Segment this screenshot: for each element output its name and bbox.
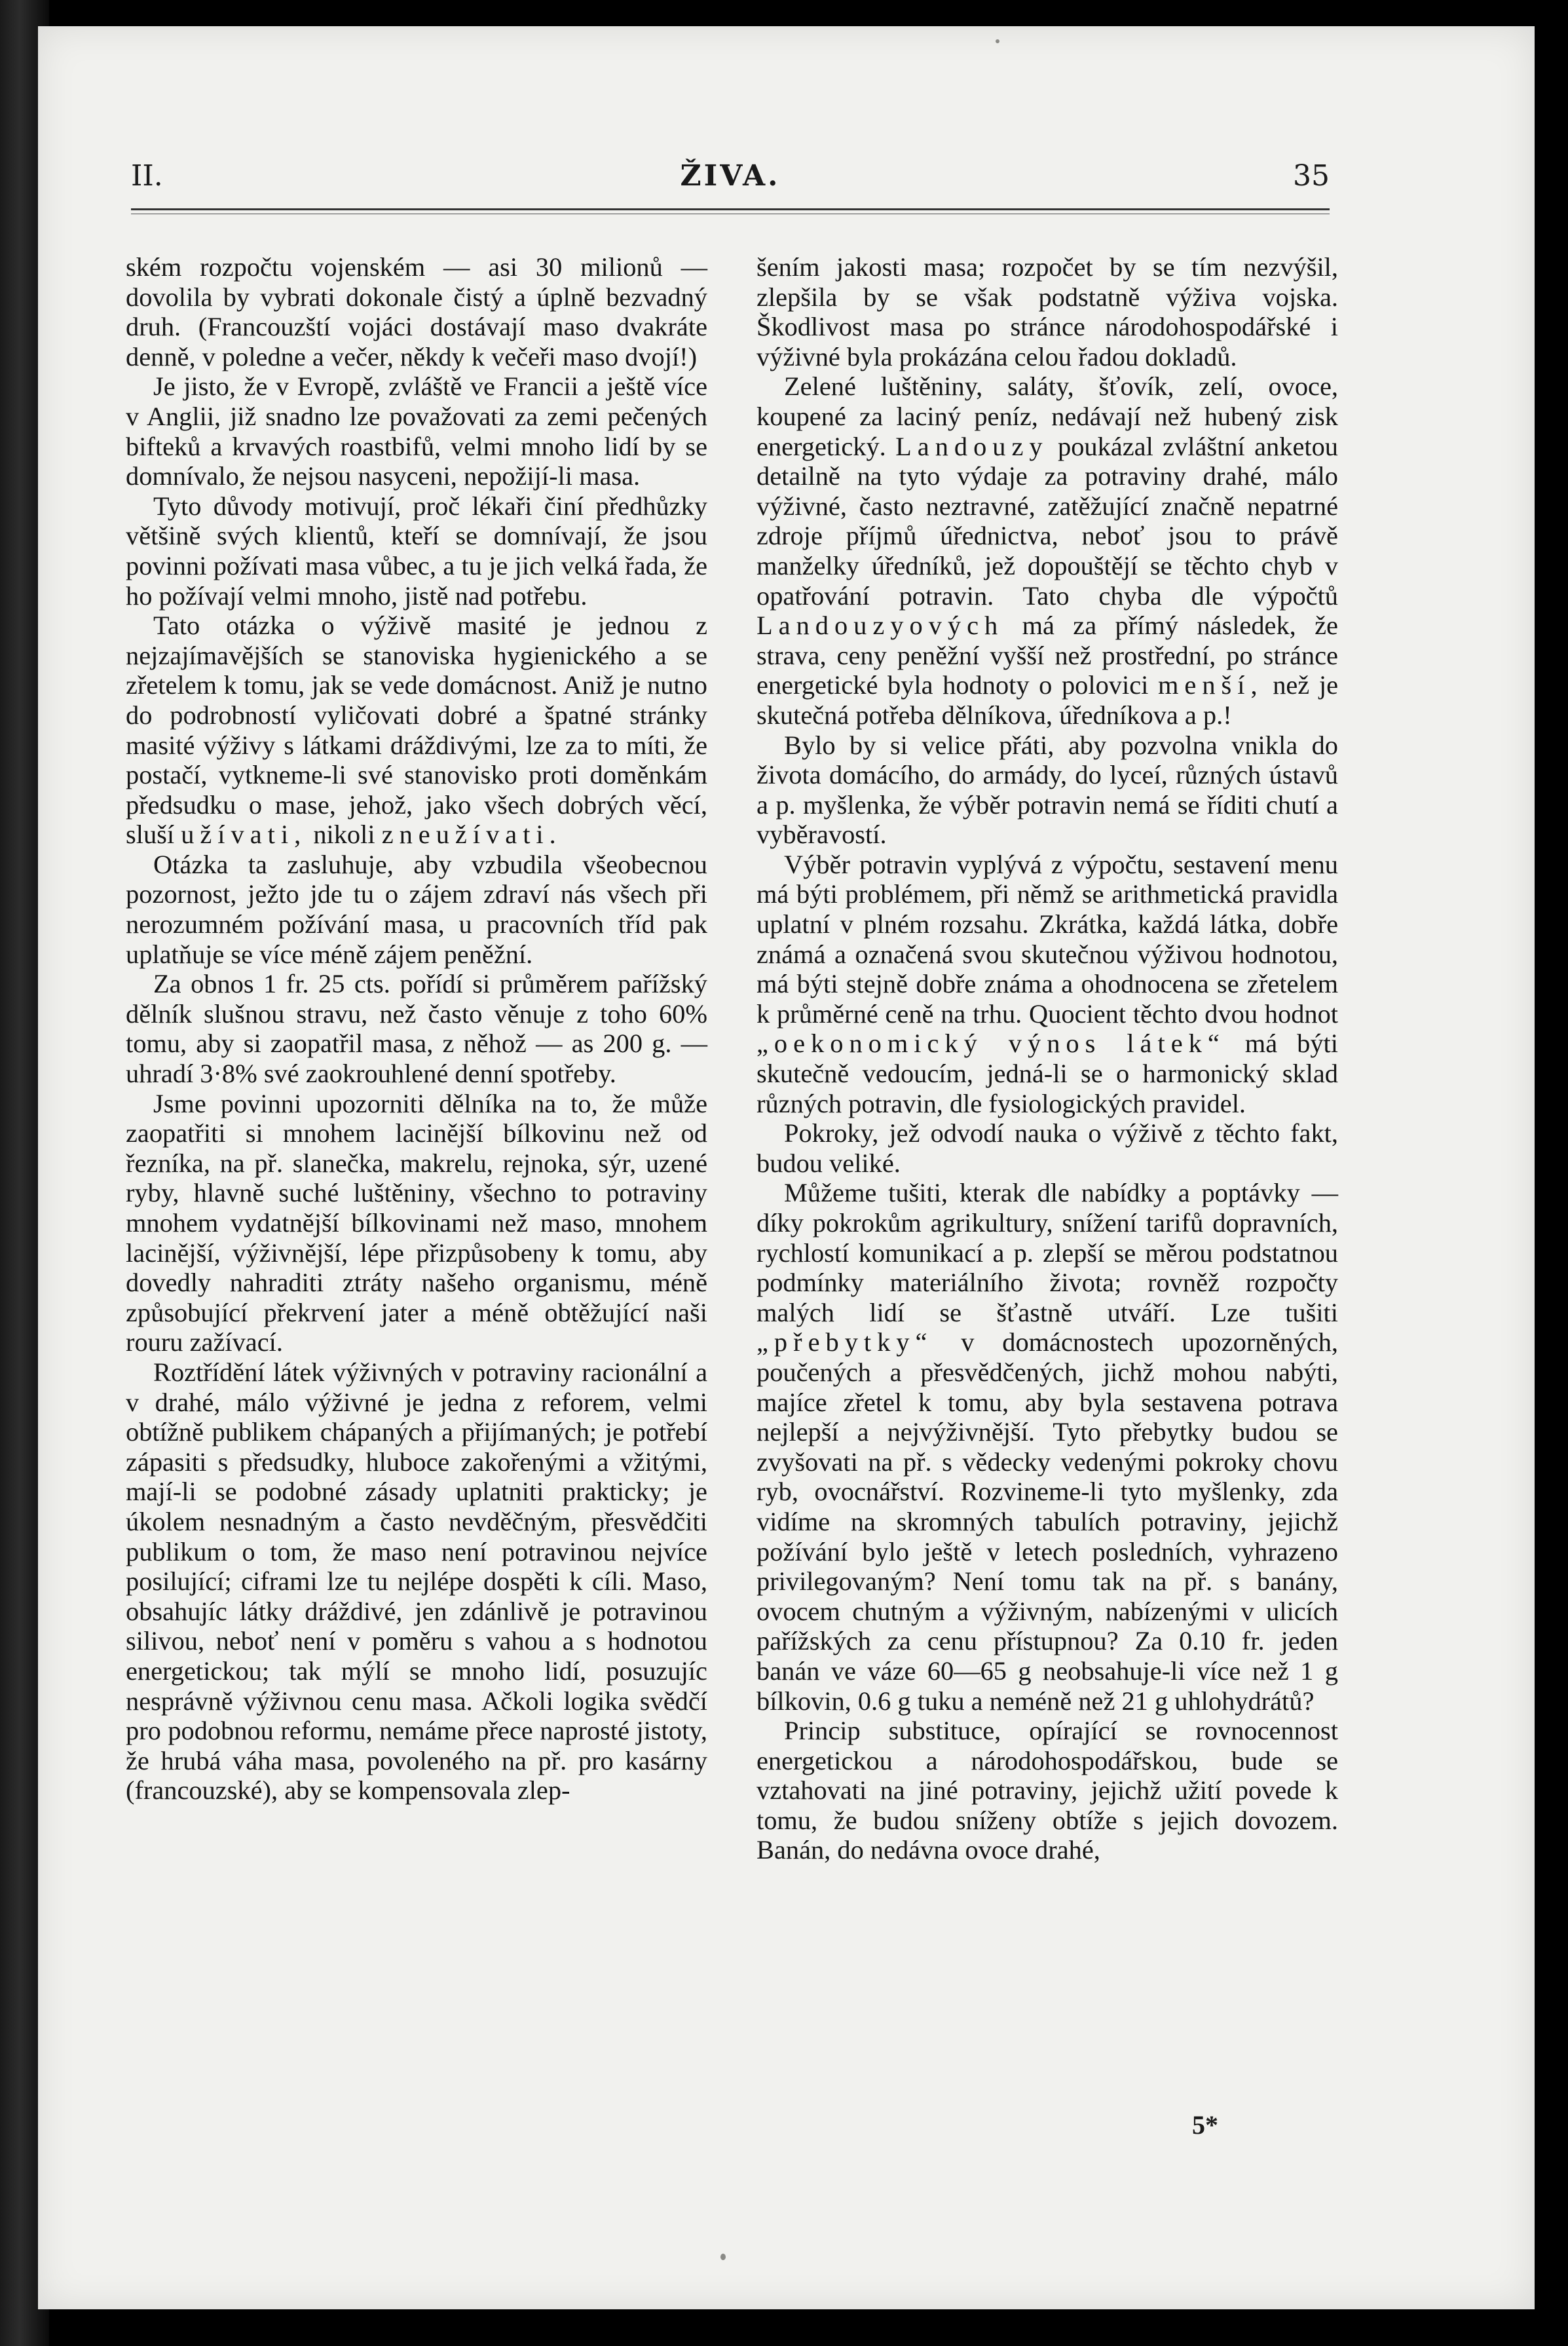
paragraph: Princip substituce, opírající se rovnocennost energetickou a národohospodářskou, bude se vztahovati na jiné potraviny, jejichž užití povede k tomu, že budou sníženy obtíže s jejich dovozem. Banán, do nedávna ovoce drahé, (756, 1716, 1338, 1865)
paragraph-text: v domácnostech upozorněných, poučených a přesvědčených, jichž mohou nabýti, majíce zřetel k tomu, aby byla sestavena potrava nejlepší a nejvýživnější. Tyto přebytky budou se zvyšovati na př. s vědecky vedenými pokroky chovu ryb, ovocnářství. Rozvineme-li tyto myšlenky, zda vidíme na skromných tabulích potraviny, jejichž požívání bylo ještě v letech posledních, vyhrazeno privilegovaným? Není tomu tak na př. s banány, ovocem chutným a výživným, nabízenými v ulicích pařížských za cenu přístupnou? Za 0.10 fr. jeden banán ve váze 60—65 g neobsahuje-li více než 1 g bílkovin, 0.6 g tuku a neméně než 21 g uhlohydrátů? (756, 1327, 1338, 1716)
paragraph: Pokroky, jež odvodí nauka o výživě z těchto fakt, budou veliké. (756, 1118, 1338, 1178)
running-header (131, 147, 1330, 200)
spaced-emphasis: „přebytky“ (756, 1327, 933, 1357)
spaced-emphasis: užívati, (181, 820, 307, 850)
paragraph-text: poukázal zvláštní anketou detailně na tyto výdaje za potraviny drahé, málo výživné, často neztravné, zatěžující značně nepatrné zdroje příjmů úřednictva, neboť jsou to právě manželky úředníků, jež dopouštějí se těchto chyb v opatřování potravin. Tato chyba dle výpočtů (756, 431, 1338, 611)
paragraph (756, 1178, 1338, 1716)
paragraph: Otázka ta zasluhuje, aby vzbudila všeobecnou pozornost, ježto jde tu o zájem zdraví nás všech při nerozumném požívání masa, u pracovních tříd pak uplatňuje se více méně zájem peněžní. (126, 849, 707, 969)
paragraph-text: než je skutečná potřeba dělníkova, úředníkova a p.! (756, 670, 1339, 730)
paragraph-text: má býti skutečně vedoucím, jedná-li se o harmonický sklad různých potravin, dle fysiologických pravidel. (756, 1029, 1338, 1118)
paragraph-text: má za přímý následek, že strava, ceny peněžní vyšší než prostřední, po stránce energetické byla hodnoty o polovici (756, 611, 1338, 700)
paragraph-text: Tato otázka o výživě masité je jednou z nejzajímavějších se stanoviska hygienického a se zřetelem k tomu, jak se vede domácnost. Aniž je nutno do podrobností vyličovati dobré a špatné stránky masité výživy s látkami dráždivými, lze za to míti, že postačí, vytkneme-li své stanovisko proti doměnkám předsudku o mase, jehož, jako všech dobrých věcí, sluší (126, 611, 707, 850)
paragraph: Za obnos 1 fr. 25 cts. pořídí si průměrem pařížský dělník slušnou stravu, než často věnuje z toho 60% tomu, aby si zaopatřil masa, z něhož — as 200 g. — uhradí 3·8% své zaokrouhlené denní spotřeby. (126, 969, 707, 1089)
header-volume: II. (131, 159, 163, 193)
paragraph: ském rozpočtu vojenském — asi 30 milionů — dovolila by vybrati dokonale čistý a úplně bezvadný druh. (Francouzští vojáci dostávají maso dvakráte denně, v poledne a večer, někdy k večeři maso dvojí!) (126, 252, 707, 371)
signature-mark: 5* (1192, 2110, 1218, 2140)
spaced-emphasis: menší, (1157, 670, 1263, 700)
paragraph: šením jakosti masa; rozpočet by se tím nezvýšil, zlepšila by se však podstatně výživa vojska. Škodlivost masa po stránce národohospodářské i výživné byla prokázána celou řadou dokladů. (756, 252, 1338, 371)
paragraph (756, 850, 1338, 1118)
paragraph: Roztřídění látek výživných v potraviny racionální a v drahé, málo výživné je jedna z reforem, velmi obtížně publikem chápaných a přijímaných; je potřebí zápasiti s předsudky, hluboce zakořenými a vžitými, mají-li se podobné zásady uplatniti prakticky; je úkolem nesnadným a často nevděčným, přesvědčiti publikum o tom, že maso není potravinou nejvíce posilující; ciframi lze tu nejlépe dospěti k cíli. Maso, obsahujíc látky dráždivé, jen zdánlivě je potravinou silivou, neboť není v poměru s vahou a s hodnotou energetickou; tak mýlí se mnoho lidí, posuzujíc nesprávně výživnou cenu masa. Ačkoli logika svědčí pro podobnou reformu, nemáme přece naprosté jistoty, že hrubá váha masa, povoleného na př. pro kasárny (francouzské), aby se kompensovala zlep- (126, 1357, 707, 1806)
left-column (126, 252, 707, 1806)
paragraph-text: Výběr potravin vyplývá z výpočtu, sestavení menu má býti problémem, při němž se arithmetická pravidla uplatní v plném rozsahu. Zkrátka, každá látka, dobře známá a označená svou skutečnou výživou hodnotou, má býti stejně dobře známa a ohodnocena se zřetelem k průměrné ceně na trhu. Quocient těchto dvou hodnot (756, 849, 1338, 1029)
right-column (756, 252, 1338, 1865)
spaced-emphasis: Landouzy (895, 431, 1049, 461)
paragraph-text: Zelené luštěniny, saláty, šťovík, zelí, ovoce, koupené za laciný peníz, nedávají než hubený zisk energetický. (756, 371, 1338, 461)
spaced-emphasis: zneužívati. (381, 820, 562, 850)
header-rule (131, 208, 1330, 210)
spaced-emphasis: Landouzyových (756, 611, 1004, 641)
paragraph: Tyto důvody motivují, proč lékaři činí předhůzky většině svých klientů, kteří se domnívají, že jsou povinni požívati masa vůbec, a tu je jich velká řada, že ho požívají velmi mnoho, jistě nad potřebu. (126, 491, 707, 611)
scan-speck (720, 2254, 726, 2260)
paragraph (756, 371, 1338, 730)
header-page-number: 35 (1293, 159, 1330, 193)
header-journal-title: ŽIVA. (680, 159, 781, 193)
paragraph-text: nikoli (313, 820, 375, 850)
spaced-emphasis: „oekonomický výnos látek“ (756, 1029, 1225, 1059)
paragraph: Je jisto, že v Evropě, zvláště ve Francii a ještě více v Anglii, již snadno lze považovati za zemi pečených bifteků a krvavých roastbifů, velmi mnoho lidí by se domnívalo, že nejsou nasyceni, nepožijí-li masa. (126, 371, 707, 491)
paragraph: Bylo by si velice přáti, aby pozvolna vnikla do života domácího, do armády, do lyceí, různých ústavů a p. myšlenka, že výběr potravin nemá se říditi chutí a vyběravostí. (756, 730, 1338, 850)
paragraph-text: Můžeme tušiti, kterak dle nabídky a poptávky — díky pokrokům agrikultury, snížení tarifů dopravních, rychlostí komunikací a p. zlepší se měrou podstatnou podmínky materiálního života; rovněž rozpočty malých lidí se šťastně utváří. Lze tušiti (756, 1178, 1338, 1327)
paragraph: Jsme povinni upozorniti dělníka na to, že může zaopatřiti si mnohem lacinější bílkovinu než od řezníka, na př. slanečka, makrelu, rejnoka, sýr, uzené ryby, hlavně suché luštěniny, všechno to potraviny mnohem vydatnější bílkovinami než maso, mnohem lacinější, výživnější, lépe přizpůsobeny k tomu, aby dovedly nahraditi ztráty našeho organismu, méně způsobující překrvení jater a méně obtěžující naši rouru zažívací. (126, 1088, 707, 1357)
paragraph (126, 611, 707, 850)
scan-speck (996, 39, 999, 43)
